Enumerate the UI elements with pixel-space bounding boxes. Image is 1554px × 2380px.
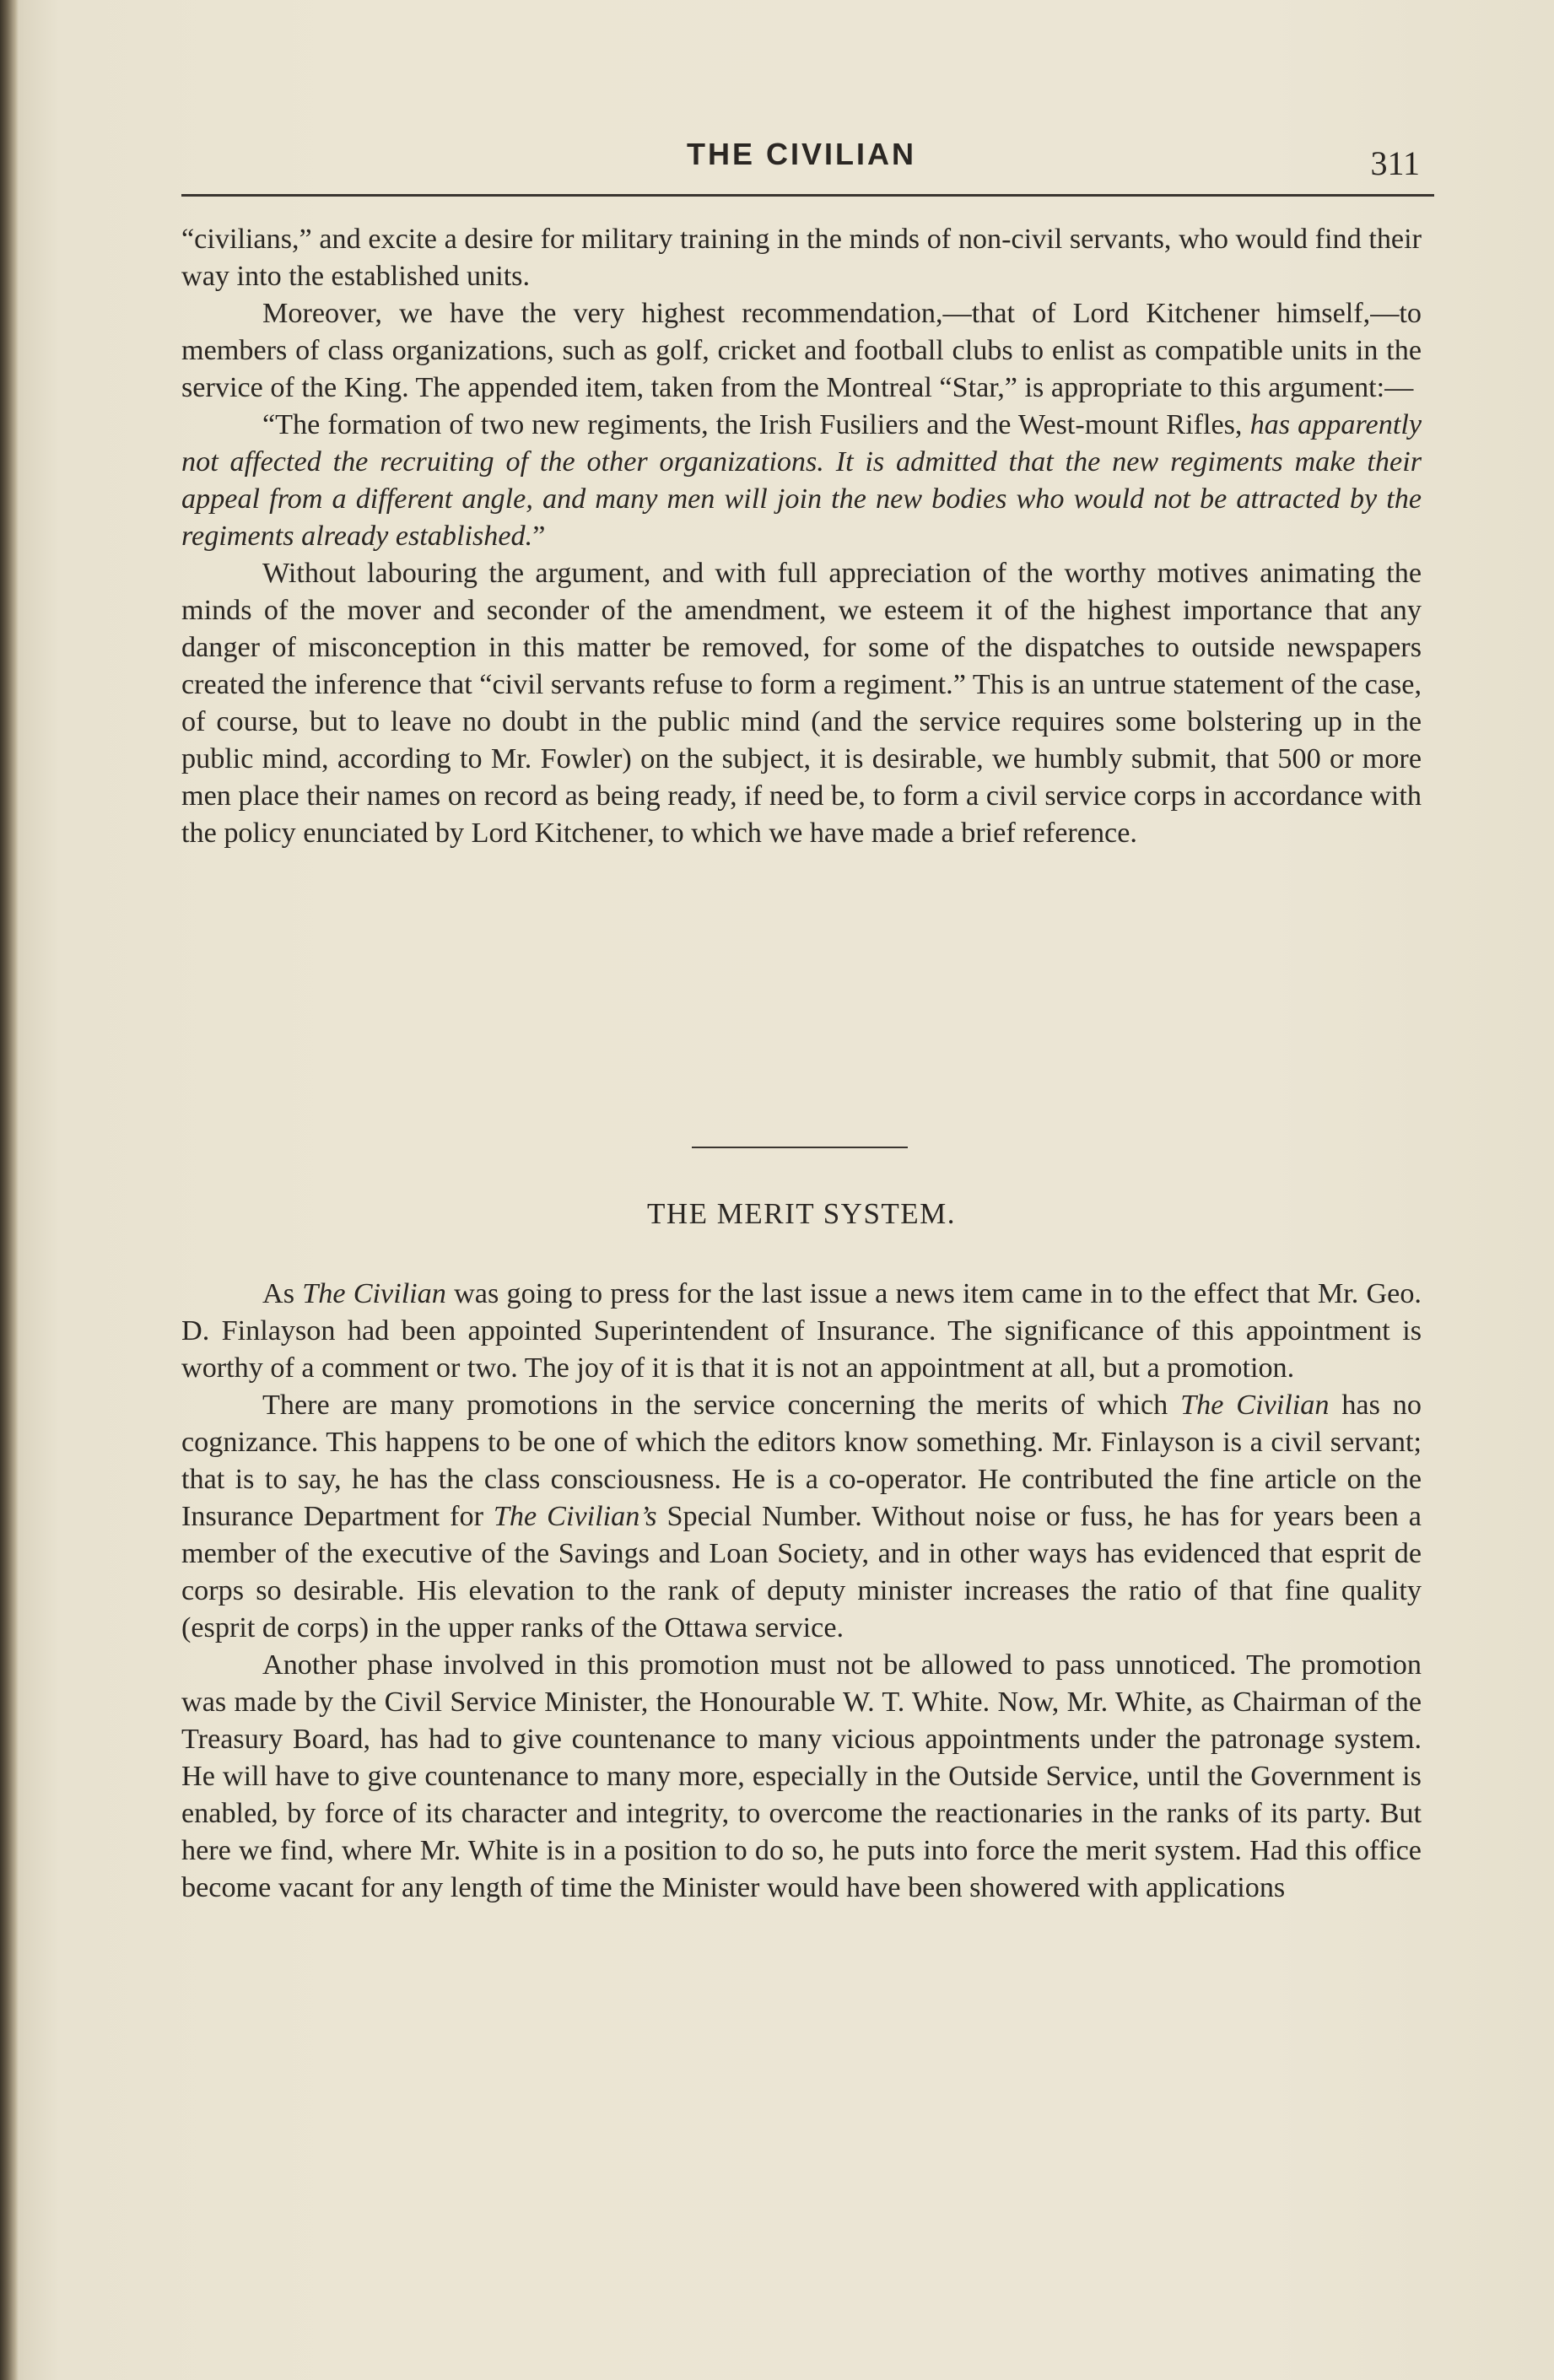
quote-text: “The formation of two new regiments, the Irish Fusiliers and the West-mount Rifles, (262, 409, 1250, 440)
paragraph: “civilians,” and excite a desire for military training in the minds of non-civil servants, who would find their way into the established units. (181, 224, 1422, 292)
book-spine-shadow (0, 0, 19, 2380)
article-continuation (181, 221, 1422, 852)
publication-title: The Civilian (1180, 1390, 1330, 1421)
text-run: Special Number. Without noise or fuss, he has for years been a member of the executive of the Savings and Loan Society, and in other ways has evidenced that esprit de corps so desirable. His elevation to the rank of deputy minister increases the ratio of that fine quality (esprit de corps) in the upper ranks of the Ottawa service. (181, 1501, 1422, 1643)
text-run: was going to press for the last issue a news item came in to the effect that Mr. Geo. D. Finlayson had been appointed Superintendent of Insurance. The significance of this appointment is worthy of a comment or two. The joy of it is that it is not an appointment at all, but a promotion. (181, 1278, 1422, 1384)
paragraph (181, 1276, 1422, 1387)
quoted-paragraph (181, 407, 1422, 555)
merit-system-article (181, 1276, 1422, 1907)
page-header (181, 137, 1422, 187)
header-rule (181, 194, 1434, 197)
paragraph (181, 1387, 1422, 1647)
quote-italic-text: has apparently not affected the recruiting of the other organizations. It is admitted that the new regiments make their appeal from a different angle, and many men will join the new bodies who would not be attracted by the regiments already established. (181, 409, 1422, 552)
page-number: 311 (1370, 144, 1420, 182)
publication-title: The Civilian (302, 1278, 446, 1309)
section-heading: THE MERIT SYSTEM. (646, 1197, 957, 1230)
publication-title: The Civilian’s (493, 1501, 657, 1532)
text-run: There are many promotions in the service concerning the merits of which (262, 1390, 1181, 1421)
quote-close: ” (532, 521, 546, 552)
running-title: THE CIVILIAN (686, 137, 916, 171)
paragraph: Moreover, we have the very highest recommendation,—that of Lord Kitchener himself,—to members of class organizations, such as golf, cricket and football clubs to enlist as compatible units in the service of the King. The appended item, taken from the Montreal “Star,” is appropriate to this argument:— (181, 298, 1422, 403)
paragraph: Without labouring the argument, and with full appreciation of the worthy motives animating the minds of the mover and seconder of the amendment, we esteem it of the highest importance that any danger of misconception in this matter be removed, for some of the dispatches to outside newspapers created the inference that “civil servants refuse to form a regiment.” This is an untrue statement of the case, of course, but to leave no doubt in the public mind (and the service requires some bolstering up in the public mind, according to Mr. Fowler) on the subject, it is desirable, we humbly submit, that 500 or more men place their names on record as being ready, if need be, to form a civil service corps in accordance with the policy enunciated by Lord Kitchener, to which we have made a brief reference. (181, 558, 1422, 849)
text-run: has no cognizance. This happens to be one of which the editors know something. Mr. Finlayson is a civil servant; that is to say, he has the class consciousness. He is a co-operator. He contributed the fine article on the Insurance Department for (181, 1390, 1422, 1532)
text-run: As (262, 1278, 303, 1309)
section-divider (692, 1147, 908, 1148)
paragraph: Another phase involved in this promotion must not be allowed to pass unnoticed. The promotion was made by the Civil Service Minister, the Honourable W. T. White. Now, Mr. White, as Chairman of the Treasury Board, has had to give countenance to many vicious appointments under the patronage system. He will have to give countenance to many more, especially in the Outside Service, until the Government is enabled, by force of its character and integrity, to overcome the reactionaries in the ranks of its party. But here we find, where Mr. White is in a position to do so, he puts into force the merit system. Had this office become vacant for any length of time the Minister would have been showered with applications (181, 1649, 1422, 1903)
